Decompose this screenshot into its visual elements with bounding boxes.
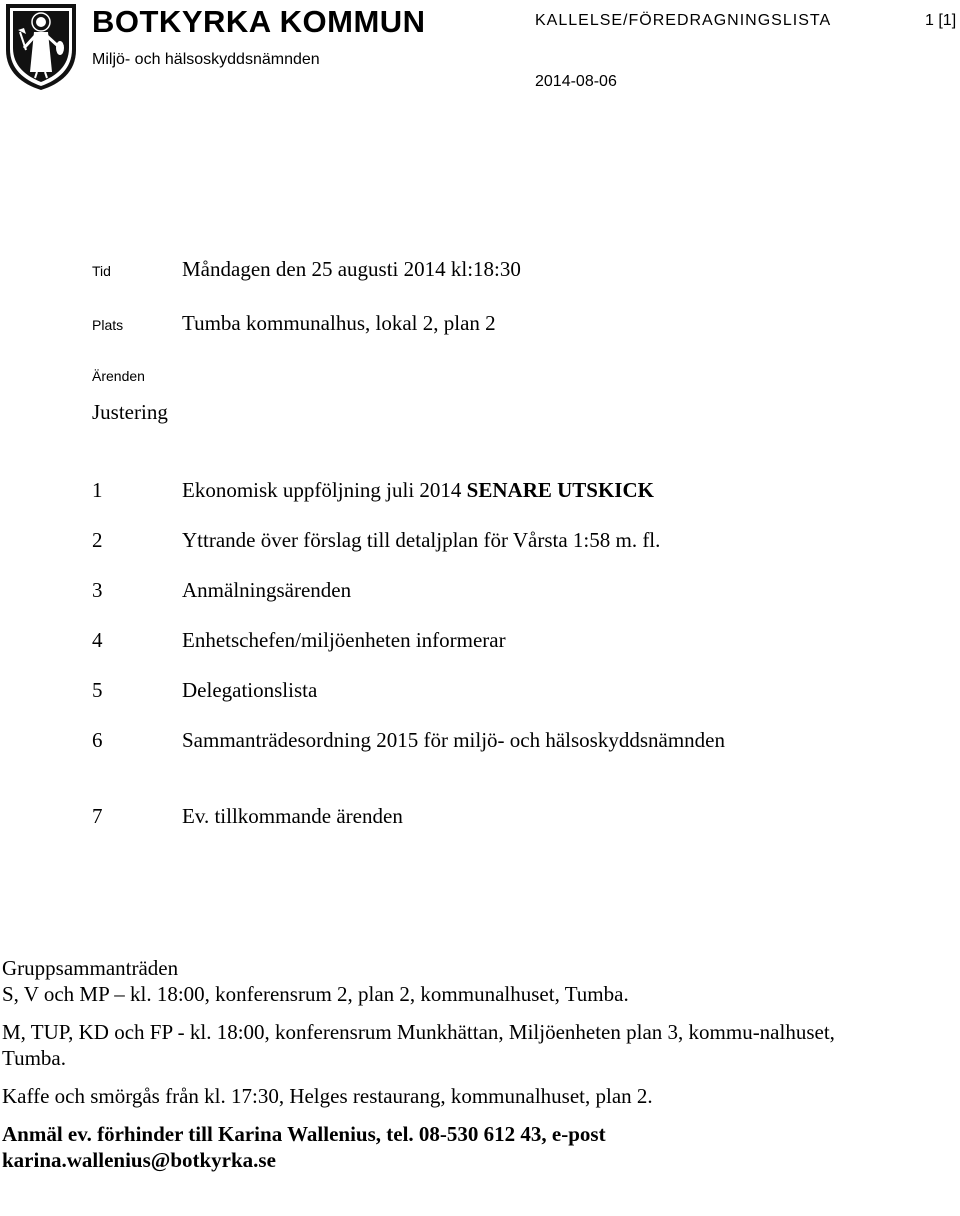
- agenda-item-number: 1: [92, 478, 103, 502]
- agenda-item-note: SENARE UTSKICK: [466, 478, 654, 502]
- document-date: 2014-08-06: [535, 73, 617, 90]
- agenda-item-text: Sammanträdesordning 2015 för miljö- och hälsoskyddsnämnden: [182, 728, 725, 752]
- agenda-item-number: 7: [92, 804, 103, 828]
- justering-item: Justering: [92, 400, 168, 424]
- footer-info: [2, 955, 952, 1173]
- department-name: Miljö- och hälsoskyddsnämnden: [92, 51, 320, 68]
- agenda-item-text: Enhetschefen/miljöenheten informerar: [182, 628, 506, 652]
- absence-notice: Anmäl ev. förhinder till Karina Wallenius, tel. 08-530 612 43, e-post: [2, 1122, 606, 1146]
- agenda-item-number: 4: [92, 628, 103, 652]
- time-label: Tid: [92, 263, 111, 279]
- agenda-item: [182, 478, 654, 503]
- group-meeting-2: M, TUP, KD och FP - kl. 18:00, konferensrum Munkhättan, Miljöenheten plan 3, kommu-nalhuset, Tumba.: [2, 1020, 835, 1070]
- agenda-item-number: 5: [92, 678, 103, 702]
- agenda-label: Ärenden: [92, 368, 145, 384]
- page-number: 1 [1]: [925, 12, 957, 29]
- agenda-item-text: Yttrande över förslag till detaljplan för Vårsta 1:58 m. fl.: [182, 528, 661, 552]
- place-value: Tumba kommunalhus, lokal 2, plan 2: [182, 311, 496, 335]
- group-meetings-heading: Gruppsammanträden: [2, 956, 179, 980]
- coat-of-arms-icon: [4, 2, 78, 92]
- time-value: Måndagen den 25 augusti 2014 kl:18:30: [182, 257, 521, 281]
- agenda-item-number: 3: [92, 578, 103, 602]
- place-label: Plats: [92, 317, 124, 333]
- organization-name: BOTKYRKA KOMMUN: [92, 4, 426, 39]
- group-meeting-1: S, V och MP – kl. 18:00, konferensrum 2, plan 2, kommunalhuset, Tumba.: [2, 982, 629, 1006]
- agenda-item-text: Anmälningsärenden: [182, 578, 352, 602]
- document-type: KALLELSE/FÖREDRAGNINGSLISTA: [535, 12, 832, 29]
- contact-email[interactable]: karina.wallenius@botkyrka.se: [2, 1148, 276, 1172]
- agenda-item-text: Ekonomisk uppföljning juli 2014: [182, 478, 462, 502]
- coffee-info: Kaffe och smörgås från kl. 17:30, Helges restaurang, kommunalhuset, plan 2.: [2, 1084, 653, 1108]
- agenda-item-number: 2: [92, 528, 103, 552]
- agenda-item-number: 6: [92, 728, 103, 752]
- agenda-item-text: Ev. tillkommande ärenden: [182, 804, 403, 828]
- agenda-item-text: Delegationslista: [182, 678, 318, 702]
